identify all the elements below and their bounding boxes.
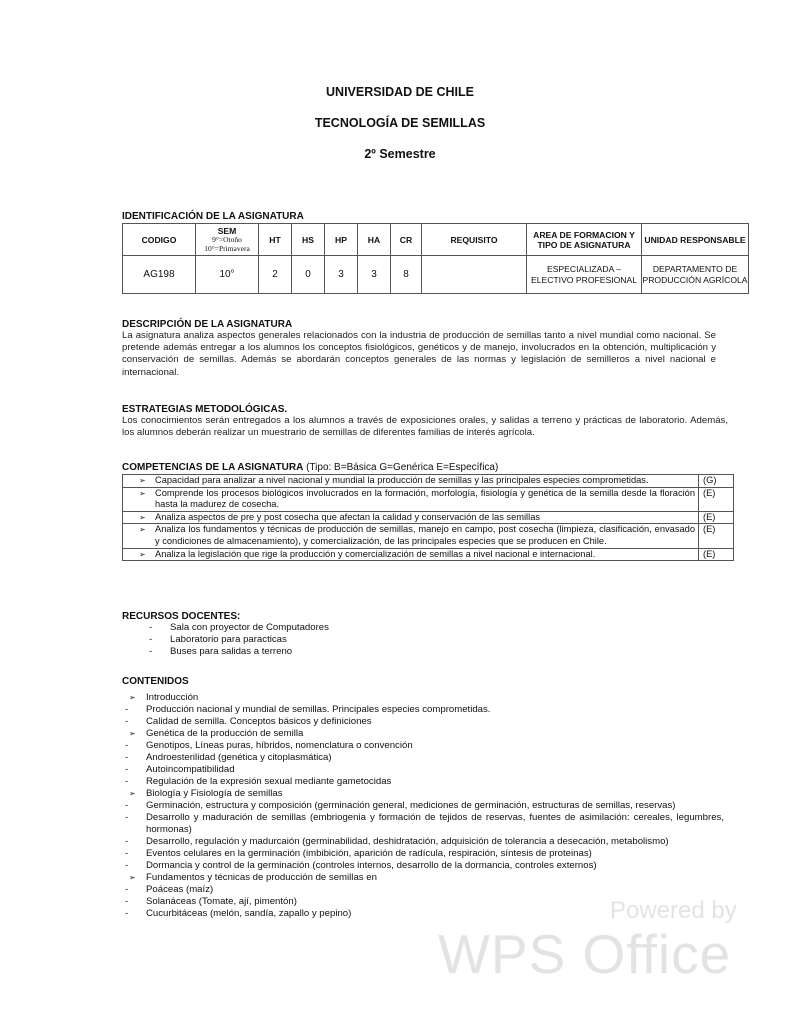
resources-heading: RECURSOS DOCENTES: [122, 611, 241, 622]
col-cr: CR [391, 224, 422, 256]
contents-list [125, 692, 724, 920]
list-item [149, 622, 329, 634]
subitem-text: Autoincompatibilidad [146, 764, 235, 775]
cell-codigo: AG198 [123, 256, 196, 294]
competency-cell [123, 511, 699, 524]
col-hp: HP [325, 224, 358, 256]
competency-text: Capacidad para analizar a nivel nacional y mundial la producción de semillas y las principales especies comprometidas. [155, 475, 649, 485]
col-sem-label: SEM [217, 226, 237, 236]
resources-list [149, 622, 329, 658]
arrow-bullet-icon: ➢ [129, 693, 136, 702]
subitem-text: Desarrollo, regulación y madurcaión (germinabilidad, deshidratación, adquisición de tolerancia a desecación, metabolismo) [146, 836, 669, 847]
col-hs: HS [292, 224, 325, 256]
description-text: La asignatura analiza aspectos generales relacionados con la industria de producción de semillas tanto a nivel mundial como nacional. Se pretende además entregar a los alumnos los conceptos fisiológicos, genéticos y de manejo, involucrados en la obtención, multiplicación y conservación de semillas. Además se abordarán conceptos generales de las normas y legislación de semilleros a nivel nacional e internacional. [122, 330, 716, 378]
subitem-text: Poáceas (maíz) [146, 884, 214, 895]
identification-data-row [123, 256, 749, 294]
col-unidad: UNIDAD RESPONSABLE [642, 224, 749, 256]
arrow-bullet-icon: ➢ [129, 789, 136, 798]
competency-text: Comprende los procesos biológicos involucrados en la formación, morfología, fisiología y genética de la semilla desde la floración hasta la madurez de cosecha. [155, 487, 695, 510]
dash-bullet-icon: - [125, 752, 129, 763]
contents-topic [129, 788, 724, 800]
list-item [125, 800, 724, 812]
col-sem-spring: 10°=Primavera [204, 243, 250, 253]
subitem-text: Desarrollo y maduración de semillas (embriogenia y formación de tejidos de reservas, fuentes de asimilación: cereales, legumbres, hormonas) [146, 812, 724, 835]
strategies-heading: ESTRATEGIAS METODOLÓGICAS. [122, 404, 288, 415]
competency-cell [123, 487, 699, 511]
competency-row [123, 487, 734, 511]
subitem-text: Solanáceas (Tomate, ají, pimentón) [146, 896, 297, 907]
contents-topic [129, 728, 724, 740]
arrow-bullet-icon: ➢ [129, 729, 136, 738]
competency-text: Analiza aspectos de pre y post cosecha que afectan la calidad y conservación de las semillas [155, 511, 541, 522]
col-sem [196, 224, 259, 256]
semester-title: 2º Semestre [364, 147, 436, 161]
competency-row [123, 524, 734, 548]
subitem-text: Cucurbitáceas (melón, sandía, zapallo y pepino) [146, 908, 352, 919]
col-sem-autumn: 9°=Otoño [212, 235, 242, 244]
competency-text: Analiza los fundamentos y técnicas de producción de semillas, manejo en campo, post cosecha (limpieza, clasificación, envasado y condiciones de almacenamiento), y comercialización, de las principales especies que se producen en Chile. [155, 524, 695, 546]
contents-topic [129, 692, 724, 704]
dash-bullet-icon: - [149, 646, 153, 657]
course-title: TECNOLOGÍA DE SEMILLAS [314, 116, 486, 130]
arrow-bullet-icon: ➢ [139, 549, 146, 559]
cell-requisito [422, 256, 527, 294]
competency-type: (E) [699, 548, 734, 561]
subitem-text: Germinación, estructura y composición (germinación general, mediciones de germinación, estructuras de semillas, reservas) [146, 800, 676, 811]
competency-type: (E) [699, 524, 734, 548]
dash-bullet-icon: - [125, 860, 129, 871]
subitem-text: Calidad de semilla. Conceptos básicos y definiciones [146, 716, 372, 727]
list-item [125, 776, 724, 788]
col-ha: HA [358, 224, 391, 256]
strategies-text: Los conocimientos serán entregados a los alumnos a través de exposiciones orales, y salidas a terreno y prácticas de laboratorio. Además, los alumnos deberán realizar un muestrario de semillas de diferentes familias de interés agrícola. [122, 415, 728, 439]
list-item [125, 812, 724, 836]
competency-row [123, 511, 734, 524]
dash-bullet-icon: - [125, 704, 129, 715]
dash-bullet-icon: - [125, 764, 129, 775]
cell-sem: 10° [196, 256, 259, 294]
cell-unidad: DEPARTAMENTO DE PRODUCCIÓN AGRÍCOLA [642, 256, 749, 294]
dash-bullet-icon: - [149, 634, 153, 645]
subitem-text: Genotipos, Líneas puras, híbridos, nomenclatura o convención [146, 740, 413, 751]
list-item [125, 860, 724, 872]
competency-type: (G) [699, 475, 734, 488]
resource-text: Sala con proyector de Computadores [170, 622, 329, 633]
cell-hp: 3 [325, 256, 358, 294]
topic-subitems [125, 740, 724, 788]
topic-subitems [125, 800, 724, 872]
list-item [125, 716, 724, 728]
topic-label: Fundamentos y técnicas de producción de semillas en [146, 872, 377, 883]
contents-heading: CONTENIDOS [122, 676, 189, 687]
competency-row [123, 475, 734, 488]
competency-cell [123, 475, 699, 488]
cell-hs: 0 [292, 256, 325, 294]
identification-header-row [123, 224, 749, 256]
competencies-type-note: (Tipo: B=Básica G=Genérica E=Específica) [303, 462, 499, 473]
competency-type: (E) [699, 511, 734, 524]
col-area: AREA DE FORMACION Y TIPO DE ASIGNATURA [527, 224, 642, 256]
list-item [125, 848, 724, 860]
dash-bullet-icon: - [125, 716, 129, 727]
col-codigo: CODIGO [123, 224, 196, 256]
arrow-bullet-icon: ➢ [139, 476, 146, 485]
dash-bullet-icon: - [125, 800, 129, 811]
col-ht: HT [259, 224, 292, 256]
subitem-text: Dormancia y control de la germinación (controles internos, desarrollo de la dormancia, controles externos) [146, 860, 597, 871]
competency-cell [123, 524, 699, 548]
identification-heading: IDENTIFICACIÓN DE LA ASIGNATURA [122, 211, 304, 222]
competencies-table [122, 474, 734, 561]
topic-label: Genética de la producción de semilla [146, 728, 304, 739]
resource-text: Buses para salidas a terreno [170, 646, 293, 657]
list-item [149, 634, 329, 646]
competency-cell [123, 548, 699, 561]
col-requisito: REQUISITO [422, 224, 527, 256]
cell-cr: 8 [391, 256, 422, 294]
arrow-bullet-icon: ➢ [129, 873, 136, 882]
list-item [125, 752, 724, 764]
dash-bullet-icon: - [125, 884, 129, 895]
subitem-text: Androesterilidad (genética y citoplasmática) [146, 752, 332, 763]
cell-ht: 2 [259, 256, 292, 294]
list-item [125, 740, 724, 752]
dash-bullet-icon: - [125, 896, 129, 907]
subitem-text: Regulación de la expresión sexual mediante gametocidas [146, 776, 392, 787]
list-item [125, 836, 724, 848]
competencies-heading [122, 462, 498, 473]
list-item [125, 884, 724, 896]
description-heading: DESCRIPCIÓN DE LA ASIGNATURA [122, 319, 293, 330]
cell-area: ESPECIALIZADA – ELECTIVO PROFESIONAL [527, 256, 642, 294]
dash-bullet-icon: - [125, 812, 129, 823]
subitem-text: Eventos celulares en la germinación (imbibición, aparición de radícula, respiración, síntesis de proteinas) [146, 848, 592, 859]
dash-bullet-icon: - [125, 836, 129, 847]
competency-row [123, 548, 734, 561]
dash-bullet-icon: - [125, 848, 129, 859]
topic-label: Introducción [146, 692, 199, 703]
identification-table [122, 223, 749, 294]
topic-subitems [125, 704, 724, 728]
competency-type: (E) [699, 487, 734, 511]
list-item [125, 764, 724, 776]
dash-bullet-icon: - [125, 908, 129, 919]
contents-topic [129, 872, 724, 884]
competencies-title: COMPETENCIAS DE LA ASIGNATURA [122, 462, 304, 473]
watermark-powered-by: Powered by [610, 897, 737, 924]
subitem-text: Producción nacional y mundial de semillas. Principales especies comprometidas. [146, 704, 491, 715]
cell-ha: 3 [358, 256, 391, 294]
watermark-wps-office: WPS Office [438, 923, 732, 985]
topic-label: Biología y Fisiología de semillas [146, 788, 283, 799]
dash-bullet-icon: - [125, 740, 129, 751]
list-item [125, 704, 724, 716]
competency-text: Analiza la legislación que rige la producción y comercialización de semillas a nivel nacional e internacional. [155, 548, 596, 559]
list-item [149, 646, 329, 658]
dash-bullet-icon: - [149, 622, 153, 633]
arrow-bullet-icon: ➢ [139, 512, 146, 522]
resource-text: Laboratorio para paracticas [170, 634, 287, 645]
arrow-bullet-icon: ➢ [139, 488, 146, 498]
dash-bullet-icon: - [125, 776, 129, 787]
arrow-bullet-icon: ➢ [139, 525, 146, 535]
university-title: UNIVERSIDAD DE CHILE [326, 85, 474, 99]
